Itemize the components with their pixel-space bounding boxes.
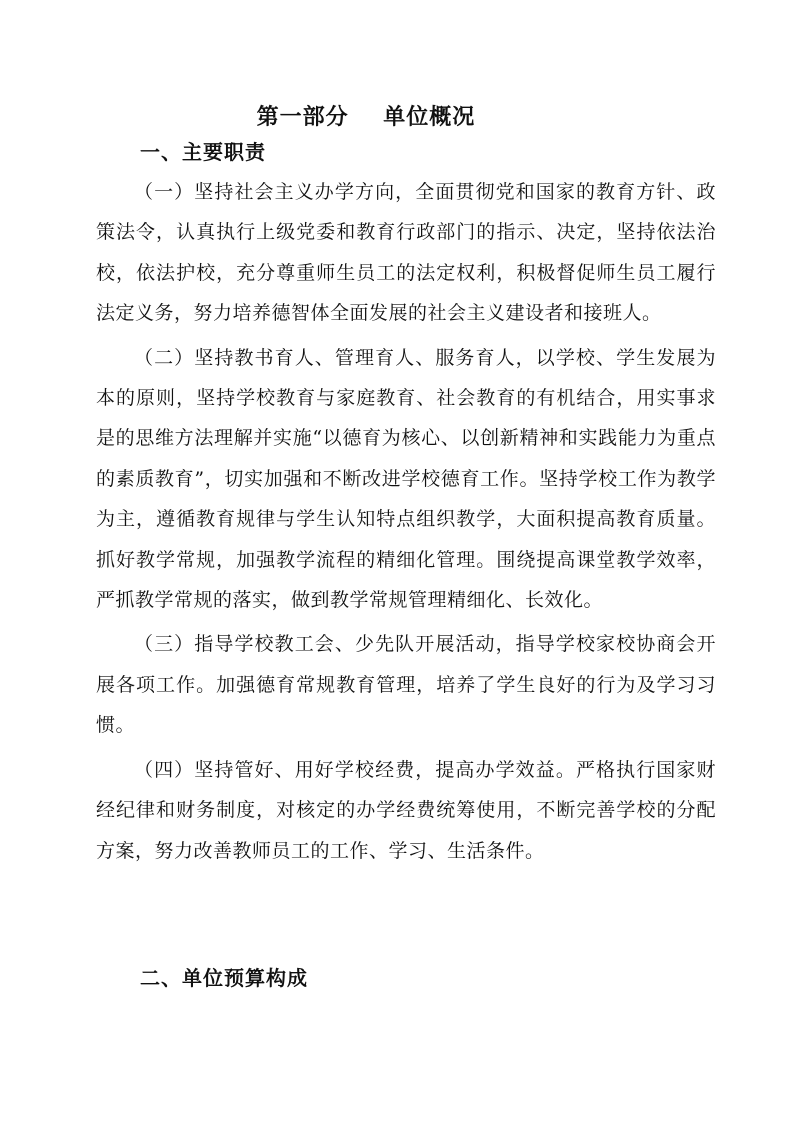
paragraph-3: （三）指导学校教工会、少先队开展活动，指导学校家校协商会开展各项工作。加强德育常规教育管理，培养了学生良好的行为及学习习惯。 [96,633,716,737]
section-heading-main-duties: 一、主要职责 [140,140,266,164]
paragraph-1: （一）坚持社会主义办学方向，全面贯彻党和国家的教育方针、政策法令，认真执行上级党委和教育行政部门的指示、决定，坚持依法治校，依法护校，充分尊重师生员工的法定权利，积极督促师生员工履行法定义务，努力培养德智体全面发展的社会主义建设者和接班人。 [96,181,716,325]
section-body-main-duties [96,172,716,875]
page-title: 第一部分 单位概况 [256,105,476,130]
paragraph-2: （二）坚持教书育人、管理育人、服务育人，以学校、学生发展为本的原则，坚持学校教育与家庭教育、社会教育的有机结合，用实事求是的思维方法理解并实施“以德育为核心、以创新精神和实践能力为重点的素质教育”，切实加强和不断改进学校德育工作。坚持学校工作为教学为主，遵循教育规律与学生认知特点组织教学，大面积提高教育质量。抓好教学常规，加强教学流程的精细化管理。围绕提高课堂教学效率，严抓教学常规的落实，做到教学常规管理精细化、长效化。 [96,346,716,612]
section-heading-budget-composition: 二、单位预算构成 [140,966,308,990]
paragraph-4: （四）坚持管好、用好学校经费，提高办学效益。严格执行国家财经纪律和财务制度，对核定的办学经费统筹使用，不断完善学校的分配方案，努力改善教师员工的工作、学习、生活条件。 [96,758,716,862]
